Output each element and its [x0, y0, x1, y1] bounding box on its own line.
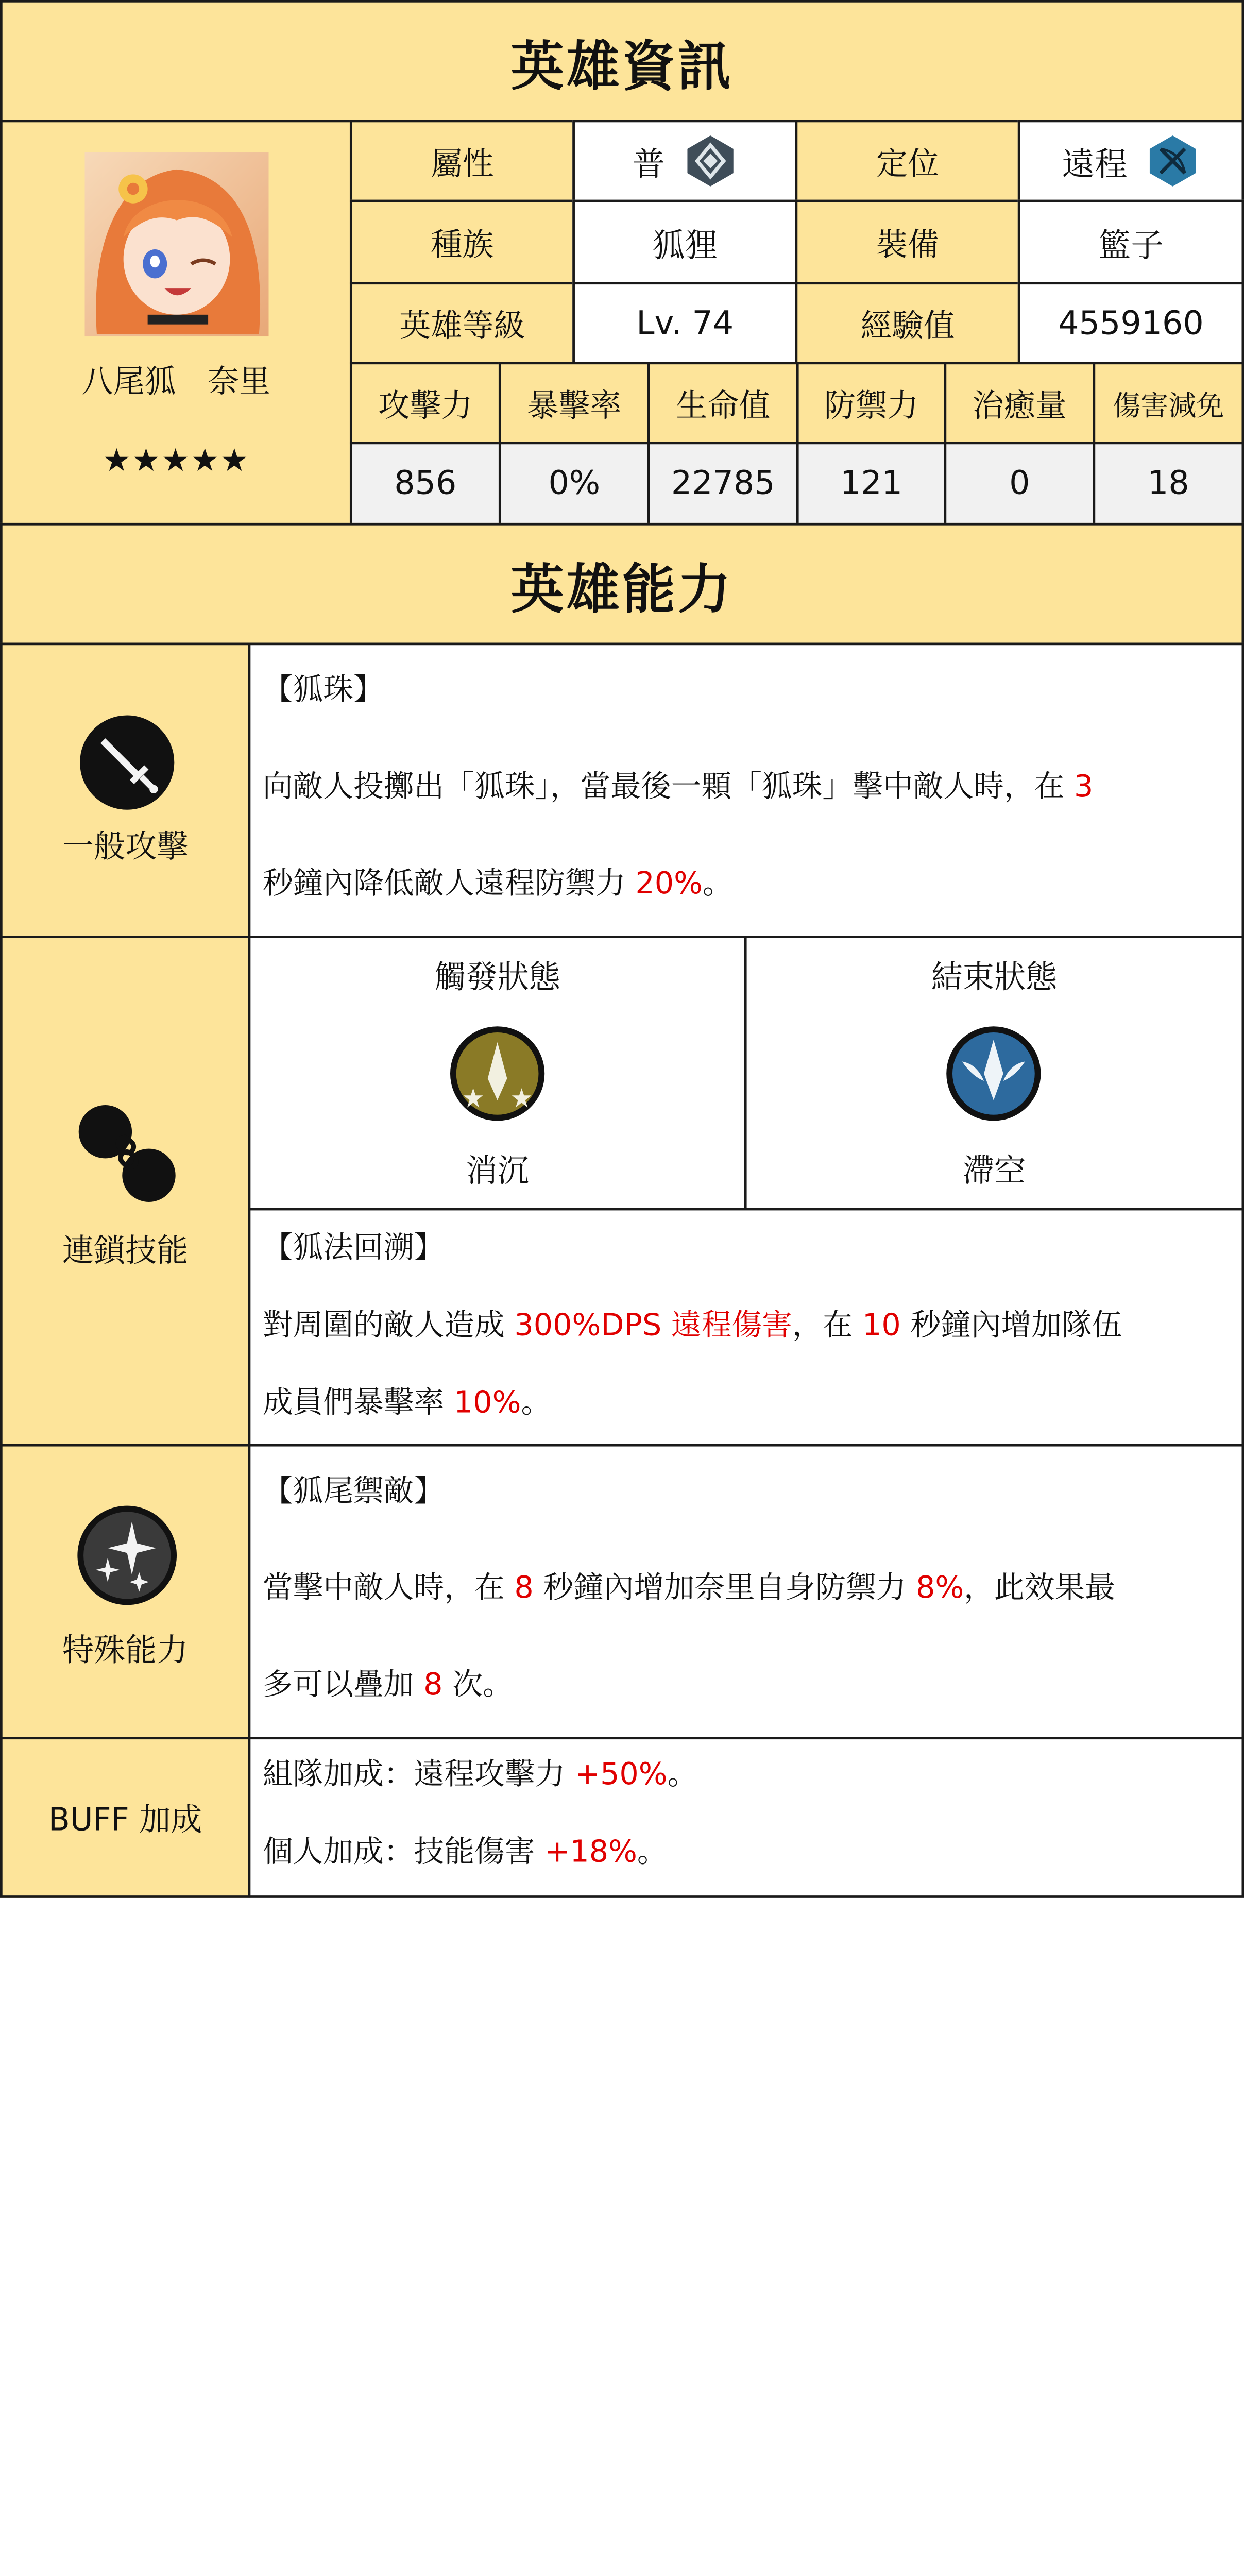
normal-attack-desc-line1: 向敵人投擲出「狐珠」，當最後一顆「狐珠」擊中敵人時，在 3	[262, 768, 1094, 804]
hero-name: 八尾狐 奈里	[81, 363, 271, 400]
normal-attack-skill-name: 【狐珠】	[262, 671, 384, 707]
trigger-state-cell	[248, 936, 747, 1210]
role-label: 定位	[795, 120, 1020, 202]
equip-label: 裝備	[795, 200, 1020, 284]
element-label: 屬性	[350, 120, 575, 202]
stat-value: 856	[350, 442, 501, 526]
role-value-cell	[1018, 120, 1244, 202]
stat-label: 傷害減免	[1093, 362, 1244, 444]
buff-line-personal: 個人加成：技能傷害 +18%。	[262, 1834, 668, 1869]
equip-value: 籃子	[1018, 200, 1244, 284]
stat-label: 暴擊率	[499, 362, 650, 444]
element-value-cell	[572, 120, 797, 202]
buff-desc	[248, 1737, 1244, 1897]
normal-attack-label: 一般攻擊	[62, 828, 189, 865]
stat-label: 攻擊力	[350, 362, 501, 444]
special-label: 特殊能力	[62, 1632, 189, 1669]
level-value: Lv. 74	[572, 282, 797, 364]
portrait-cell	[0, 120, 352, 526]
buff-label: BUFF 加成	[0, 1737, 250, 1897]
ranged-role-icon	[1144, 133, 1200, 189]
stat-label: 防禦力	[796, 362, 946, 444]
hero-ability-title: 英雄能力	[0, 523, 1244, 645]
special-desc-line2: 多可以疊加 8 次。	[262, 1667, 513, 1702]
hero-portrait	[84, 152, 268, 336]
normal-attack-label-cell	[0, 643, 250, 938]
element-value: 普	[632, 146, 665, 183]
exp-value: 4559160	[1018, 282, 1244, 364]
special-desc	[248, 1444, 1244, 1739]
end-state-label: 結束狀態	[931, 959, 1058, 996]
chain-skill-desc-line2: 成員們暴擊率 10%。	[262, 1384, 552, 1420]
special-label-cell	[0, 1444, 250, 1739]
chain-skill-label: 連鎖技能	[62, 1232, 189, 1269]
stat-value: 0	[944, 442, 1096, 526]
stat-value: 22785	[647, 442, 799, 526]
chain-skill-label-cell	[0, 936, 250, 1446]
sparkle-icon	[76, 1504, 178, 1606]
normal-attack-desc	[248, 643, 1244, 938]
chain-skill-desc-line1: 對周圍的敵人造成 300%DPS 遠程傷害，在 10 秒鐘內增加隊伍	[262, 1307, 1122, 1343]
race-label: 種族	[350, 200, 575, 284]
common-element-icon	[682, 133, 738, 189]
normal-attack-desc-line2: 秒鐘內降低敵人遠程防禦力 20%。	[262, 865, 733, 901]
depressed-state-icon	[449, 1025, 546, 1122]
stat-value: 121	[796, 442, 946, 526]
chain-icon	[76, 1103, 178, 1204]
special-skill-name: 【狐尾禦敵】	[262, 1473, 445, 1509]
buff-line-team: 組隊加成：遠程攻擊力 +50%。	[262, 1756, 698, 1792]
stat-label: 治癒量	[944, 362, 1096, 444]
stat-label: 生命值	[647, 362, 799, 444]
end-state-cell	[744, 936, 1244, 1210]
chain-skill-desc	[248, 1208, 1244, 1447]
role-value: 遠程	[1062, 146, 1128, 183]
stat-value: 0%	[499, 442, 650, 526]
airborne-state-icon	[945, 1025, 1042, 1122]
end-state-name: 滯空	[962, 1153, 1026, 1190]
exp-label: 經驗值	[795, 282, 1020, 364]
chain-skill-skill-name: 【狐法回溯】	[262, 1229, 445, 1265]
level-label: 英雄等級	[350, 282, 575, 364]
trigger-state-label: 觸發狀態	[434, 959, 560, 996]
special-desc-line1: 當擊中敵人時，在 8 秒鐘內增加奈里自身防禦力 8%，此效果最	[262, 1570, 1115, 1605]
sword-icon	[79, 714, 176, 811]
hero-star-rating: ★★★★★	[103, 443, 250, 480]
trigger-state-name: 消沉	[466, 1153, 529, 1190]
hero-info-title: 英雄資訊	[0, 0, 1244, 122]
stat-value: 18	[1093, 442, 1244, 526]
race-value: 狐狸	[572, 200, 797, 284]
